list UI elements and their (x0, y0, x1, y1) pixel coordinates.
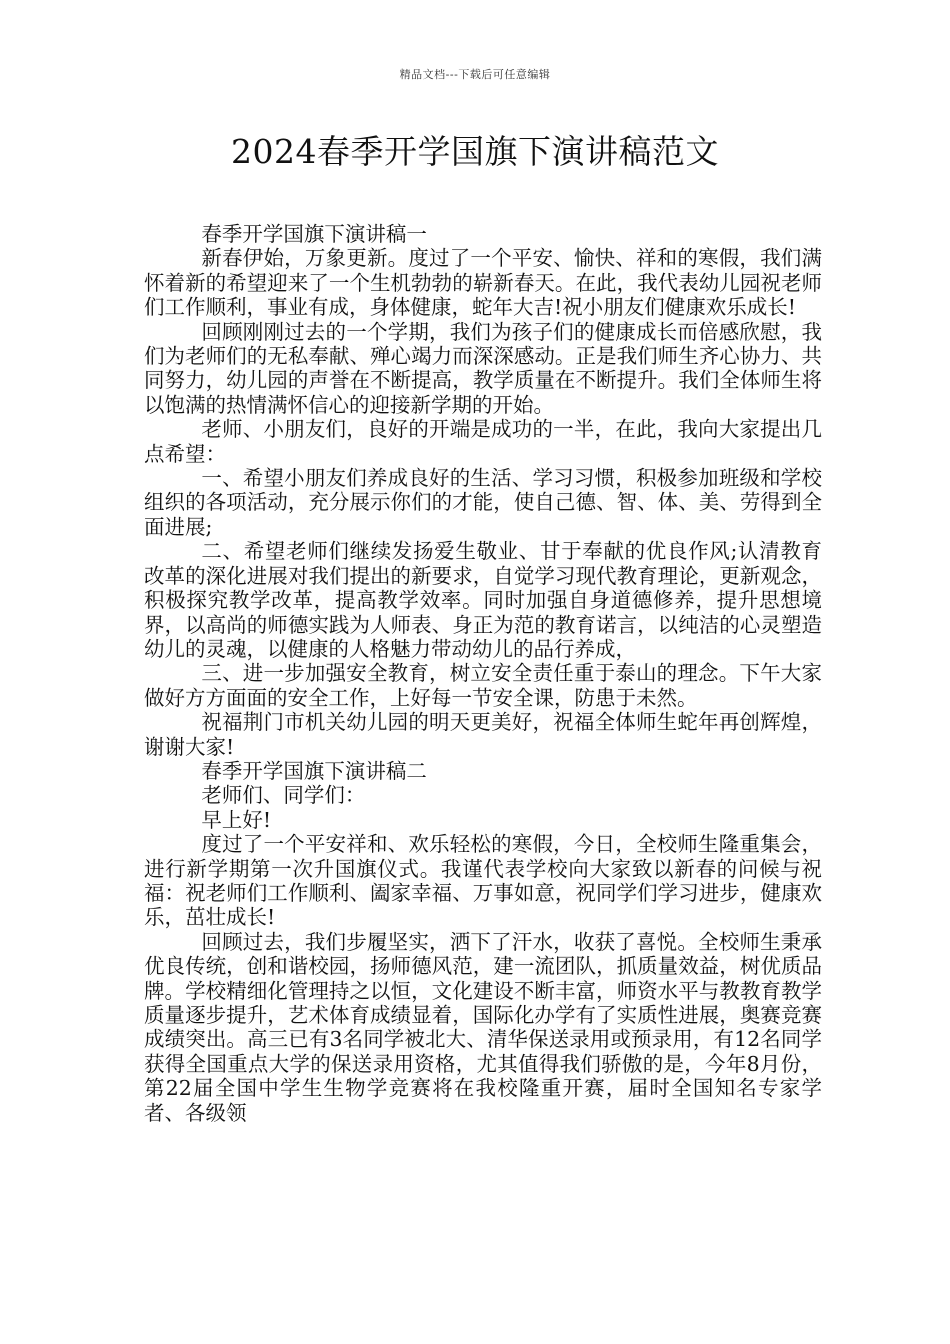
paragraph: 度过了一个平安祥和、欢乐轻松的寒假，今日，全校师生隆重集会，进行新学期第一次升国旗仪式。我谨代表学校向大家致以新春的问候与祝福：祝老师们工作顺利、阖家幸福、万事如意，祝同学们学习进步，健康欢乐，茁壮成长! (144, 832, 822, 930)
header-note: 精品文档---下载后可任意编辑 (399, 68, 551, 81)
document-body (144, 222, 822, 1125)
paragraph: 二、希望老师们继续发扬爱生敬业、甘于奉献的优良作风;认清教育改革的深化进展对我们提出的新要求，自觉学习现代教育理论，更新观念，积极探究教学改革，提高教学效率。同时加强自身道德修养，提升思想境界，以高尚的师德实践为人师表、身正为范的教育诺言，以纯洁的心灵塑造幼儿的灵魂，以健康的人格魅力带动幼儿的品行养成， (144, 539, 822, 661)
paragraph: 一、希望小朋友们养成良好的生活、学习习惯，积极参加班级和学校组织的各项活动，充分展示你们的才能，使自己德、智、体、美、劳得到全面进展; (144, 466, 822, 539)
paragraph: 老师、小朋友们，良好的开端是成功的一半，在此，我向大家提出几点希望： (144, 417, 822, 466)
paragraph-greeting: 早上好! (201, 807, 272, 832)
paragraph: 回顾过去，我们步履坚实，洒下了汗水，收获了喜悦。全校师生秉承优良传统，创和谐校园，扬师德风范，建一流团队，抓质量效益，树优质品牌。学校精细化管理持之以恒，文化建设不断丰富，师资水平与教教育教学质量逐步提升，艺术体育成绩显着，国际化办学有了实质性进展，奥赛竞赛成绩突出。高三已有3名同学被北大、清华保送录用或预录用，有12名同学获得全国重点大学的保送录用资格，尤其值得我们骄傲的是，今年8月份，第22届全国中学生生物学竞赛将在我校隆重开赛，届时全国知名专家学者、各级领 (144, 929, 822, 1125)
document-title: 2024春季开学国旗下演讲稿范文 (231, 132, 719, 171)
paragraph: 回顾刚刚过去的一个学期，我们为孩子们的健康成长而倍感欣慰，我们为老师们的无私奉献、殚心竭力而深深感动。正是我们师生齐心协力、共同努力，幼儿园的声誉在不断提高，教学质量在不断提升。我们全体师生将以饱满的热情满怀信心的迎接新学期的开始。 (144, 319, 822, 417)
paragraph-salutation: 老师们、同学们： (201, 783, 366, 808)
paragraph: 新春伊始，万象更新。度过了一个平安、愉快、祥和的寒假，我们满怀着新的希望迎来了一个生机勃勃的崭新春天。在此，我代表幼儿园祝老师们工作顺利，事业有成，身体健康，蛇年大吉!祝小朋友们健康欢乐成长! (144, 246, 822, 320)
paragraph-speech-two-heading: 春季开学国旗下演讲稿二 (201, 758, 427, 783)
paragraph: 祝福荆门市机关幼儿园的明天更美好，祝福全体师生蛇年再创辉煌，谢谢大家! (144, 710, 822, 759)
paragraph: 三、进一步加强安全教育，树立安全责任重于泰山的理念。下午大家做好方方面面的安全工作，上好每一节安全课，防患于未然。 (144, 661, 822, 710)
paragraph-speech-one-heading: 春季开学国旗下演讲稿一 (201, 222, 427, 246)
